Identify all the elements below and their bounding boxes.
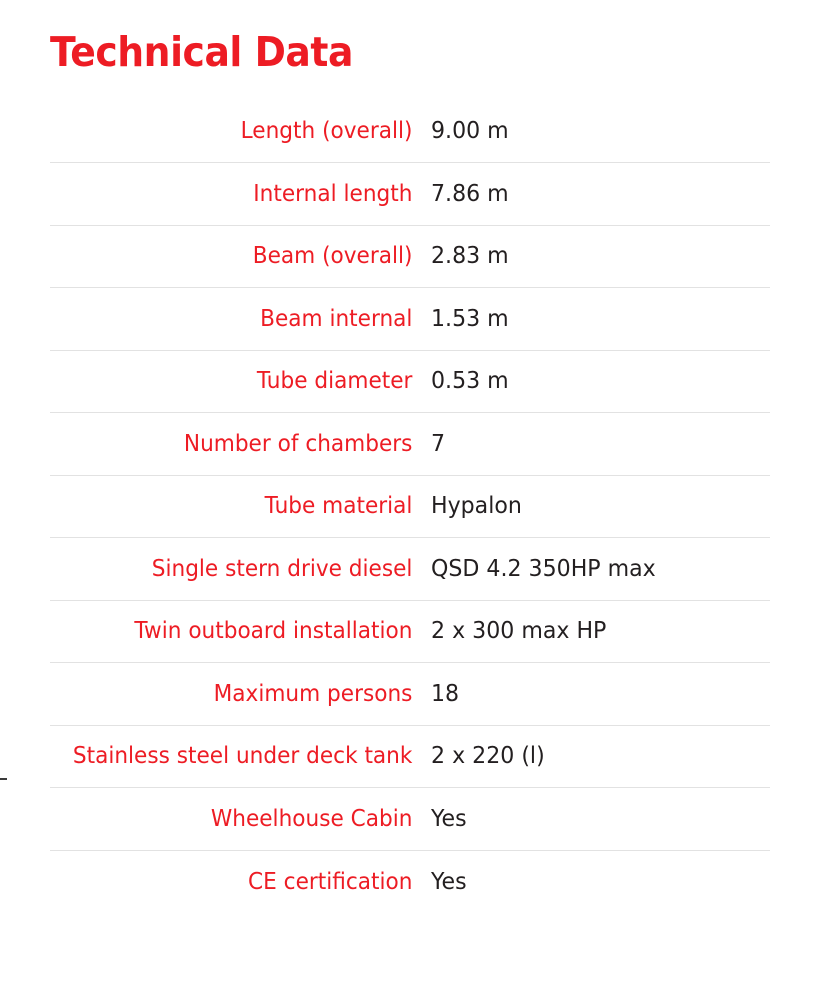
spec-label: Tube diameter — [73, 350, 431, 413]
table-row — [50, 538, 770, 601]
spec-value: 2.83 m — [431, 225, 756, 288]
table-row — [50, 225, 770, 288]
spec-value: QSD 4.2 350HP max — [431, 538, 756, 601]
table-row — [50, 600, 770, 663]
spec-label: Twin outboard installation — [73, 600, 431, 663]
table-row — [50, 100, 770, 163]
page-title: Technical Data — [50, 28, 353, 76]
spec-label: Beam internal — [73, 288, 431, 351]
spec-label: Tube material — [73, 475, 431, 538]
table-row — [50, 788, 770, 851]
spec-label: Beam (overall) — [73, 225, 431, 288]
table-row — [50, 850, 770, 913]
spec-value: 2 x 220 (l) — [431, 725, 756, 788]
spec-value: 2 x 300 max HP — [431, 600, 756, 663]
spec-label: Maximum persons — [73, 663, 431, 726]
table-row — [50, 475, 770, 538]
spec-value: Yes — [431, 788, 756, 851]
spec-label: Wheelhouse Cabin — [73, 788, 431, 851]
spec-label: Single stern drive diesel — [73, 538, 431, 601]
spec-value: 7.86 m — [431, 163, 756, 226]
spec-label: Internal length — [73, 163, 431, 226]
table-row — [50, 350, 770, 413]
crop-mark-left — [0, 778, 7, 780]
spec-value: 7 — [431, 413, 756, 476]
spec-label: Stainless steel under deck tank — [73, 725, 431, 788]
spec-value: 1.53 m — [431, 288, 756, 351]
spec-value: 9.00 m — [431, 118, 509, 144]
spec-value: 18 — [431, 663, 756, 726]
spec-label: Number of chambers — [73, 413, 431, 476]
spec-value: 0.53 m — [431, 350, 756, 413]
table-row — [50, 725, 770, 788]
table-row — [50, 663, 770, 726]
spec-label: CE certification — [73, 850, 431, 913]
spec-value: Yes — [431, 850, 756, 913]
technical-data-table — [50, 100, 770, 913]
spec-label: Length (overall) — [240, 118, 413, 144]
table-row — [50, 413, 770, 476]
table-row — [50, 163, 770, 226]
table-row — [50, 288, 770, 351]
spec-value: Hypalon — [431, 475, 756, 538]
